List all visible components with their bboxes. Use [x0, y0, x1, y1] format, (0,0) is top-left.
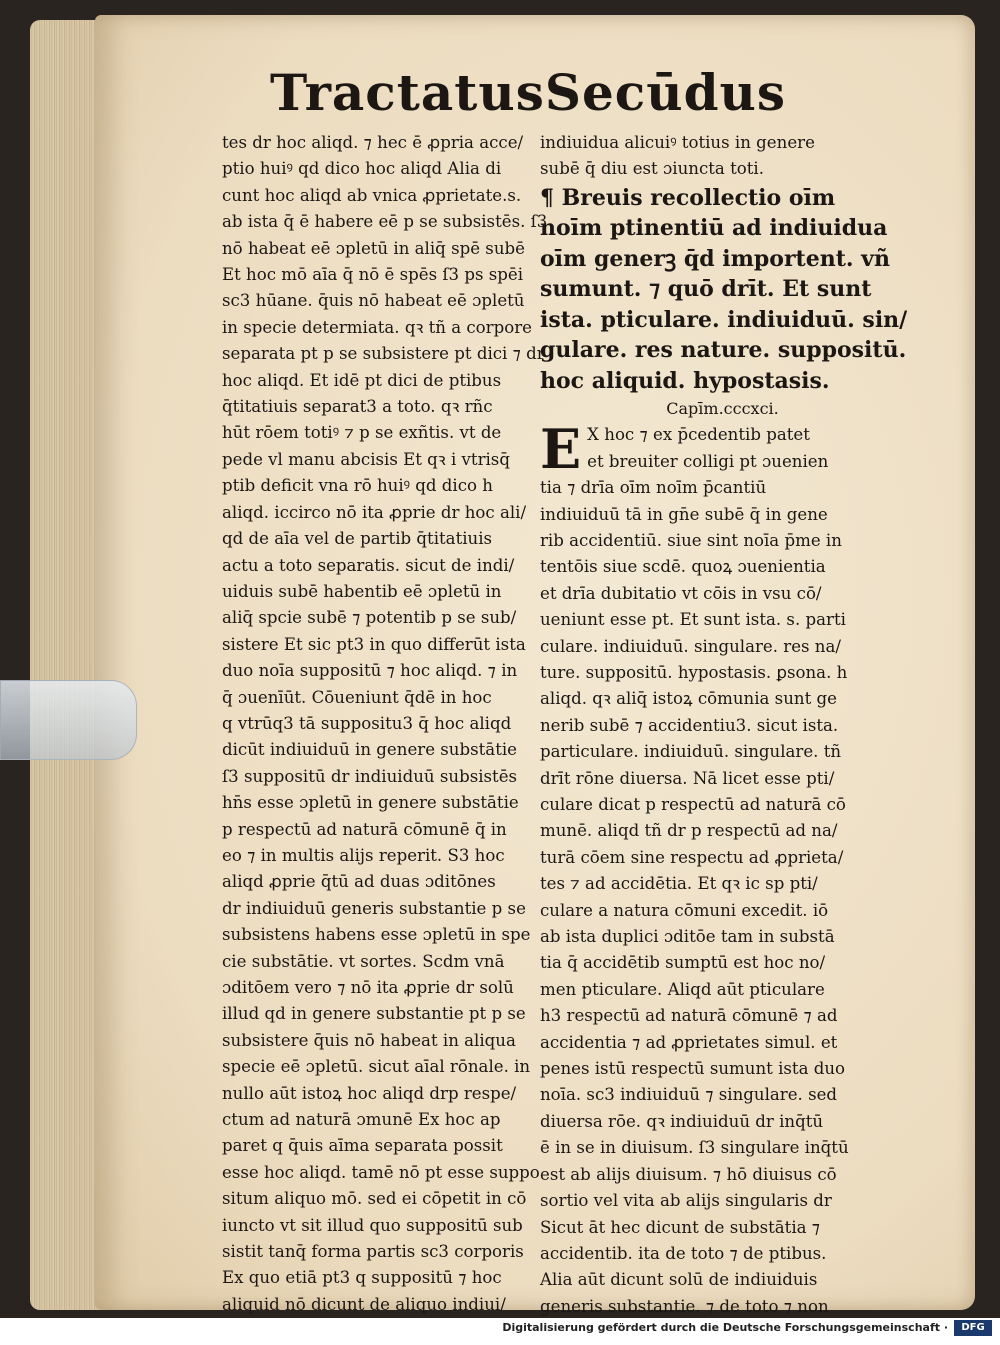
right-column-body	[540, 417, 849, 1320]
text-line: indiuidua alicuiꝰ totius in genere	[540, 133, 815, 152]
text-line: Alia aūt dicunt solū de indiuiduis	[540, 1270, 818, 1290]
text-line: in specie determiata. qꝛ tñ a corpore	[222, 317, 532, 337]
text-line: separata pt p se subsistere pt dici ⁊ dr	[222, 344, 545, 364]
right-column	[540, 130, 908, 1320]
text-line: sc3 hūane. q̄uis nō habeat eē ɔpletū	[222, 291, 525, 311]
text-line: ptio huiꝰ qd dico hoc aliqd Alia di	[222, 159, 502, 179]
text-line: men pticulare. Aliqd aūt pticulare	[540, 979, 825, 999]
text-line: ¶ Breuis recollectio oīm	[540, 184, 836, 211]
text-line: subē q̄ diu est ɔiuncta toti.	[540, 159, 764, 179]
text-line: ſ3 suppositū dr indiuiduū subsistēs	[222, 766, 518, 786]
text-line: Sicut āt hec dicunt de substātia ⁊	[540, 1217, 821, 1237]
text-line: sumunt. ⁊ quō drīt. Et sunt	[540, 276, 872, 303]
text-line: ueniunt esse pt. Et sunt ista. s. parti	[540, 610, 846, 630]
text-line: penes istū respectū sumunt ista duo	[540, 1059, 846, 1079]
chapter-title: Capīm.cccxci.	[666, 399, 779, 419]
header-left: Tractatus	[270, 62, 545, 122]
left-column	[222, 130, 548, 1345]
text-line: culare a natura cōmuni excedit. iō	[540, 900, 829, 920]
text-line: esse hoc aliqd. tamē nō pt esse suppo	[222, 1162, 540, 1182]
text-line: tia ⁊ drīa oīm noīm p̄cantiū	[540, 478, 767, 498]
text-line: gulare. res nature. suppositū.	[540, 337, 907, 364]
funding-credit: Digitalisierung gefördert durch die Deutsche Forschungsgemeinschaft ·	[502, 1321, 948, 1334]
text-line: generis substantie. ⁊ de toto ⁊ non	[540, 1296, 829, 1316]
text-line: paret q q̄uis aīma separata possit	[222, 1136, 503, 1156]
text-line: aliqd ꝓprie q̄tū ad duas ɔditōnes	[222, 872, 496, 892]
text-line: culare dicat p respectū ad naturā cō	[540, 795, 846, 814]
text-line: accidentia ⁊ ad ꝓprietates simul. et	[540, 1032, 838, 1052]
text-line: q̄titatiuis separat3 a toto. qꝛ rñc	[222, 397, 493, 417]
text-line: cunt hoc aliqd ab vnica ꝓprietate.s.	[222, 185, 522, 205]
page-clip	[0, 680, 137, 760]
text-line: Ex quo etiā pt3 q suppositū ⁊ hoc	[222, 1268, 502, 1288]
text-line: indiuiduū tā in gn̄e subē q̄ in gene	[540, 504, 828, 524]
text-line: particulare. indiuiduū. singulare. tñ	[540, 742, 842, 762]
text-line: ctum ad naturā ɔmunē Ex hoc ap	[222, 1110, 501, 1130]
text-line: sortio vel vita ab alijs singularis dr	[540, 1191, 832, 1211]
text-line: ptib deficit vna rō huiꝰ qd dico h	[222, 476, 493, 496]
text-line: ab ista q̄ ē habere eē p se subsistēs. ſ3	[222, 212, 548, 232]
text-line: h3 respectū ad naturā cōmunē ⁊ ad	[540, 1006, 838, 1026]
header-right: Secūdus	[544, 62, 787, 122]
text-line: turā cōem sine respectu ad ꝓprieta/	[540, 847, 844, 867]
text-line: drīt rōne diuersa. Nā licet esse pti/	[540, 768, 835, 788]
text-line: tes ⁊ ad accidētia. Et qꝛ ic sp pti/	[540, 874, 818, 894]
text-line: hoc aliquid. hypostasis.	[540, 367, 830, 394]
text-line: hoc aliqd. Et idē pt dici de ptibus	[222, 370, 502, 390]
text-line: et breuiter colligi pt ɔuenien	[587, 451, 829, 471]
right-column-intro	[540, 130, 845, 183]
text-line: duo noīa suppositū ⁊ hoc aliqd. ⁊ in	[222, 661, 518, 681]
text-line: accidentib. ita de toto ⁊ de ptibus.	[540, 1243, 827, 1263]
text-line: oīm generꝫ q̄d importent. vñ	[540, 245, 890, 272]
text-line: tentōis siue scdē. quoꝝ ɔuenientia	[540, 557, 826, 577]
running-header	[270, 52, 787, 132]
text-line: eo ⁊ in multis alijs reperit. S3 hoc	[222, 845, 505, 865]
text-line: actu a toto separatis. sicut de indi/	[222, 555, 515, 575]
footer-bar	[0, 1318, 1000, 1340]
text-line: situm aliquo mō. sed ei cōpetit in cō	[222, 1189, 527, 1209]
text-line: noīa. sc3 indiuiduū ⁊ singulare. sed	[540, 1085, 838, 1105]
text-line: q vtrūq3 tā suppositu3 q̄ hoc aliqd	[222, 713, 512, 733]
text-line: dr indiuiduū generis substantie p se	[222, 898, 526, 918]
text-line: ab ista duplici ɔditōe tam in substā	[540, 927, 835, 947]
text-line: munē. aliqd tñ dr p respectū ad na/	[540, 821, 838, 841]
initial-letter: E	[540, 417, 582, 482]
text-line: diuersa rōe. qꝛ indiuiduū dr inq̄tū	[540, 1111, 824, 1131]
text-line: subsistens habens esse ɔpletū in spe	[222, 925, 531, 945]
text-line: Et hoc mō aīa q̄ nō ē spēs ſ3 ps spēi	[222, 265, 524, 285]
text-line: rib accidentiū. siue sint noīa p̄me in	[540, 530, 842, 550]
text-line: ē in se in diuisum. ſ3 singulare inq̄tū	[540, 1138, 849, 1158]
text-line: aliquid nō dicunt de aliquo indiui/	[222, 1294, 506, 1314]
text-line: et drīa dubitatio vt cōis in vsu cō/	[540, 583, 822, 603]
text-line: ture. suppositū. hypostasis. ꝑsona. h	[540, 662, 848, 682]
text-line: nō habeat eē ɔpletū in aliq̄ spē subē	[222, 238, 525, 258]
text-line: hn̄s esse ɔpletū in genere substātie	[222, 793, 519, 813]
text-line: uiduis subē habentib eē ɔpletū in	[222, 581, 502, 601]
text-line: iuncto vt sit illud quo suppositū sub	[222, 1215, 523, 1235]
text-line: specie eē ɔpletū. sicut aīal rōnale. in	[222, 1057, 531, 1077]
text-line: culare. indiuiduū. singulare. res na/	[540, 636, 841, 656]
dfg-logo: DFG	[954, 1320, 992, 1336]
text-line: p respectū ad naturā cōmunē q̄ in	[222, 819, 507, 839]
text-line: est ab alijs diuisum. ⁊ hō diuisus cō	[540, 1164, 837, 1184]
text-line: cie substātie. vt sortes. Scdm vnā	[222, 951, 505, 971]
text-line: qd de aīa vel de partib q̄titatiuis	[222, 529, 493, 549]
text-line: aliqd. qꝛ aliq̄ istoꝝ cōmunia sunt ge	[540, 689, 837, 709]
text-line: nerib subē ⁊ accidentiu3. sicut ista.	[540, 715, 839, 735]
text-line: aliqd. iccirco nō ita ꝓprie dr hoc ali/	[222, 502, 527, 522]
text-line: dicūt indiuiduū in genere substātie	[222, 740, 517, 760]
text-line: tia q̄ accidētib sumptū est hoc no/	[540, 953, 826, 973]
text-line: sistere Et sic pt3 in quo differūt ista	[222, 634, 526, 654]
text-line: aliq̄ spcie subē ⁊ potentib p se sub/	[222, 608, 517, 628]
text-line: nullo aūt istoꝝ hoc aliqd drp respe/	[222, 1083, 517, 1103]
text-line: X hoc ⁊ ex p̄cedentib patet	[587, 425, 810, 445]
text-line: noīm ptinentiū ad indiuidua	[540, 215, 888, 242]
text-line: illud qd in genere substantie pt p se	[222, 1004, 526, 1024]
text-line: tes dr hoc aliqd. ⁊ hec ē ꝓpria acce/	[222, 133, 524, 152]
text-line: hūt rōem totiꝰ ⁊ p se exñtis. vt de	[222, 423, 502, 443]
text-line: pede vl manu abcisis Et qꝛ i vtrisq̄	[222, 449, 510, 469]
text-line: sistit tanq̄ forma partis sc3 corporis	[222, 1242, 524, 1262]
section-heading	[540, 183, 908, 397]
text-line: ista. pticulare. indiuiduū. sin/	[540, 306, 908, 333]
text-line: subsistere q̄uis nō habeat in aliqua	[222, 1030, 516, 1050]
text-line: ɔditōem vero ⁊ nō ita ꝓprie dr solū	[222, 978, 514, 997]
text-line: q̄ ɔuenīūt. Cōueniunt q̄dē in hoc	[222, 687, 492, 707]
